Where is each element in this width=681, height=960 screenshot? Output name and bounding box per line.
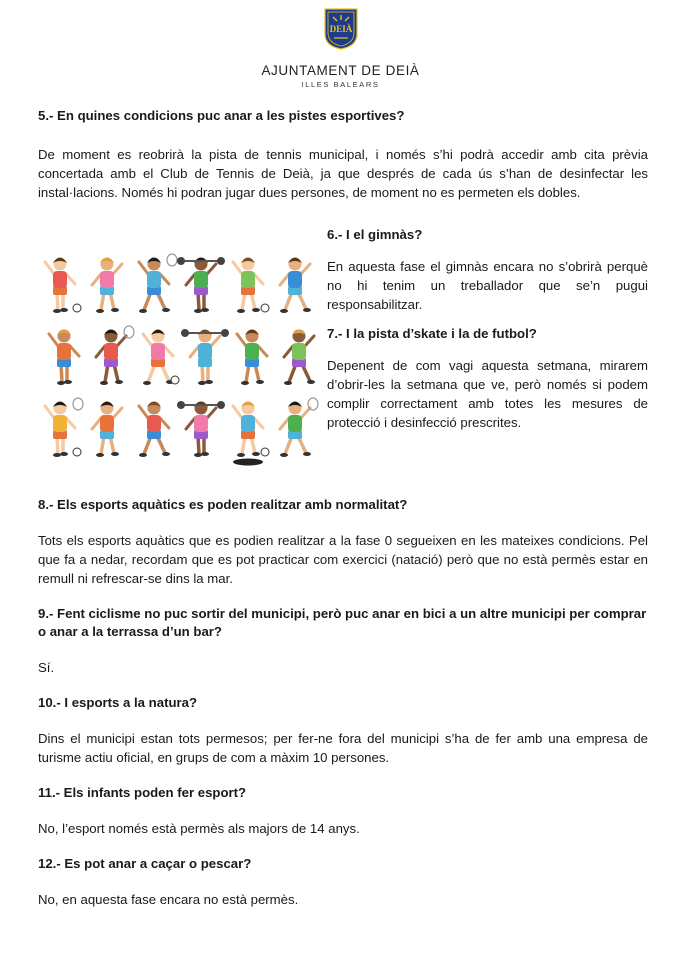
question-5-answer: De moment es reobrirà la pista de tennis municipal, i només s’hi podrà accedir amb cita prèvia concertada amb el Club de Tennis de Deià, ja que després de cada ús s’han de desinfectar les instal·lacions. Només hi podran jugar dues persones, de moment no es permeten els dobles.	[38, 147, 648, 200]
org-subtitle: ILLES BALEARS	[301, 80, 380, 89]
section-q8	[38, 496, 648, 588]
question-7-answer: Depenent de com vagi aquesta setmana, mirarem d’obrir-les la setmana que ve, però només si podem complir correctament amb totes les mesures de protecció i desinfecció prescrites.	[327, 358, 648, 430]
question-9-answer: Sí.	[38, 660, 55, 675]
deia-coat-of-arms-icon	[324, 8, 358, 50]
question-6-title: 6.- I el gimnàs?	[327, 227, 423, 242]
question-5-title: 5.- En quines condicions puc anar a les pistes esportives?	[38, 108, 405, 123]
question-10-answer: Dins el municipi estan tots permesos; per fer-ne fora del municipi s’ha de fer amb una empresa de turisme actiu oficial, en grups de com a màxim 10 persones.	[38, 731, 648, 765]
question-11-title: 11.- Els infants poden fer esport?	[38, 785, 247, 800]
section-q11	[38, 784, 648, 838]
document-body	[38, 107, 648, 926]
question-10-title: 10.- I esports a la natura?	[38, 695, 198, 710]
section-q9	[38, 605, 648, 677]
question-9-title: 9.- Fent ciclisme no puc sortir del municipi, però puc anar en bici a un altre municipi per comprar o anar a la terrassa d’un bar?	[38, 606, 647, 639]
question-11-answer: No, l’esport només està permès als majors de 14 anys.	[38, 821, 360, 836]
logo-text: DEIÀ	[329, 24, 352, 34]
section-q10	[38, 694, 648, 767]
org-name: AJUNTAMENT DE DEIÀ	[261, 63, 420, 78]
section-q12	[38, 855, 648, 909]
illustrated-row	[38, 226, 648, 468]
question-8-title: 8.- Els esports aquàtics es poden realitzar amb normalitat?	[38, 497, 408, 512]
question-6-answer: En aquesta fase el gimnàs encara no s’obrirà perquè no hi tenim un treballador que se’n pugui responsabilitzar.	[327, 259, 648, 312]
question-12-answer: No, en aquesta fase encara no està permès.	[38, 892, 299, 907]
letterhead	[0, 8, 681, 89]
section-q5	[38, 107, 648, 202]
question-8-answer: Tots els esports aquàtics que es podien realitzar a la fase 0 segueixen en les mateixes condicions. Pel que fa a nedar, recordam que es pot practicar com exercici (natació) però que no està permès estar en remull ni refrescar-se dins la mar.	[38, 533, 648, 586]
question-12-title: 12.- Es pot anar a caçar o pescar?	[38, 856, 252, 871]
right-column	[323, 226, 648, 468]
question-7-title: 7.- I la pista d’skate i la de futbol?	[327, 326, 537, 341]
kids-sports-illustration	[38, 238, 323, 468]
